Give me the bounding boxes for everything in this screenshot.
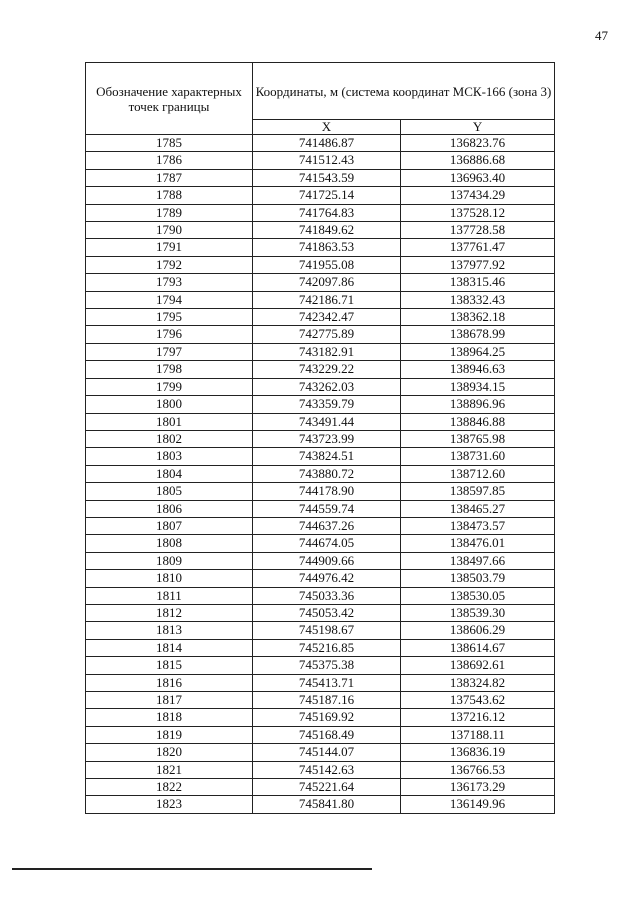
header-coordinates — [253, 63, 555, 120]
cell-y: 137543.62 — [401, 692, 555, 709]
table-row — [86, 726, 555, 743]
cell-y: 138597.85 — [401, 483, 555, 500]
cell-point: 1791 — [86, 239, 253, 256]
header-coordinates-label: Координаты, м (система координат МСК-166 (зона 3) — [255, 83, 552, 99]
table-row — [86, 204, 555, 221]
cell-x: 743229.22 — [253, 361, 401, 378]
cell-y: 136963.40 — [401, 169, 555, 186]
table-row — [86, 692, 555, 709]
cell-x: 743182.91 — [253, 343, 401, 360]
cell-point: 1810 — [86, 570, 253, 587]
cell-x: 741725.14 — [253, 187, 401, 204]
cell-x: 745221.64 — [253, 779, 401, 796]
table-row — [86, 587, 555, 604]
table-row — [86, 500, 555, 517]
cell-point: 1798 — [86, 361, 253, 378]
cell-y: 138324.82 — [401, 674, 555, 691]
header-point-label: Обозначение характерных точек границы — [96, 83, 242, 114]
table-row — [86, 535, 555, 552]
table-row — [86, 570, 555, 587]
cell-point: 1803 — [86, 448, 253, 465]
cell-point: 1820 — [86, 744, 253, 761]
cell-y: 136766.53 — [401, 761, 555, 778]
cell-x: 743880.72 — [253, 465, 401, 482]
cell-x: 743359.79 — [253, 396, 401, 413]
cell-x: 745033.36 — [253, 587, 401, 604]
cell-y: 137728.58 — [401, 222, 555, 239]
cell-y: 136173.29 — [401, 779, 555, 796]
table-row — [86, 430, 555, 447]
cell-x: 744559.74 — [253, 500, 401, 517]
cell-y: 138964.25 — [401, 343, 555, 360]
table-row — [86, 552, 555, 569]
cell-point: 1815 — [86, 657, 253, 674]
header-point-designation — [86, 63, 253, 135]
cell-y: 137434.29 — [401, 187, 555, 204]
table-row — [86, 291, 555, 308]
cell-y: 138315.46 — [401, 274, 555, 291]
cell-x: 745168.49 — [253, 726, 401, 743]
cell-point: 1789 — [86, 204, 253, 221]
cell-y: 138692.61 — [401, 657, 555, 674]
cell-y: 138606.29 — [401, 622, 555, 639]
cell-point: 1818 — [86, 709, 253, 726]
cell-point: 1792 — [86, 256, 253, 273]
table-row — [86, 274, 555, 291]
cell-point: 1797 — [86, 343, 253, 360]
cell-x: 741543.59 — [253, 169, 401, 186]
table-body — [86, 135, 555, 814]
table-row — [86, 465, 555, 482]
table-row — [86, 326, 555, 343]
page-number: 47 — [595, 28, 608, 43]
cell-point: 1811 — [86, 587, 253, 604]
cell-point: 1787 — [86, 169, 253, 186]
table-row — [86, 657, 555, 674]
cell-y: 137761.47 — [401, 239, 555, 256]
cell-x: 743824.51 — [253, 448, 401, 465]
cell-y: 137977.92 — [401, 256, 555, 273]
cell-x: 741863.53 — [253, 239, 401, 256]
cell-point: 1808 — [86, 535, 253, 552]
table-row — [86, 744, 555, 761]
cell-x: 741764.83 — [253, 204, 401, 221]
cell-x: 744909.66 — [253, 552, 401, 569]
table-row — [86, 483, 555, 500]
cell-y: 136886.68 — [401, 152, 555, 169]
cell-x: 745053.42 — [253, 604, 401, 621]
cell-y: 138473.57 — [401, 517, 555, 534]
cell-x: 745187.16 — [253, 692, 401, 709]
cell-point: 1793 — [86, 274, 253, 291]
cell-point: 1802 — [86, 430, 253, 447]
cell-x: 744976.42 — [253, 570, 401, 587]
table-row — [86, 135, 555, 152]
cell-y: 136149.96 — [401, 796, 555, 813]
cell-x: 742342.47 — [253, 309, 401, 326]
table-row — [86, 396, 555, 413]
table-row — [86, 761, 555, 778]
cell-x: 745169.92 — [253, 709, 401, 726]
table-row — [86, 517, 555, 534]
cell-point: 1817 — [86, 692, 253, 709]
table-row — [86, 639, 555, 656]
cell-x: 743723.99 — [253, 430, 401, 447]
cell-x: 741486.87 — [253, 135, 401, 152]
table-row — [86, 169, 555, 186]
table-row — [86, 378, 555, 395]
table-row — [86, 222, 555, 239]
cell-point: 1799 — [86, 378, 253, 395]
table-row — [86, 152, 555, 169]
table-row — [86, 674, 555, 691]
cell-y: 138465.27 — [401, 500, 555, 517]
cell-point: 1800 — [86, 396, 253, 413]
cell-x: 745216.85 — [253, 639, 401, 656]
cell-x: 743491.44 — [253, 413, 401, 430]
cell-y: 138497.66 — [401, 552, 555, 569]
table-row — [86, 779, 555, 796]
cell-point: 1822 — [86, 779, 253, 796]
cell-y: 136823.76 — [401, 135, 555, 152]
cell-x: 745375.38 — [253, 657, 401, 674]
table-row — [86, 361, 555, 378]
cell-y: 138539.30 — [401, 604, 555, 621]
table-row — [86, 709, 555, 726]
cell-point: 1806 — [86, 500, 253, 517]
cell-y: 137216.12 — [401, 709, 555, 726]
cell-y: 138678.99 — [401, 326, 555, 343]
table-row — [86, 309, 555, 326]
cell-point: 1819 — [86, 726, 253, 743]
cell-point: 1823 — [86, 796, 253, 813]
cell-x: 745144.07 — [253, 744, 401, 761]
cell-point: 1821 — [86, 761, 253, 778]
cell-point: 1785 — [86, 135, 253, 152]
coordinates-table — [85, 62, 555, 814]
cell-x: 742186.71 — [253, 291, 401, 308]
cell-x: 744178.90 — [253, 483, 401, 500]
cell-x: 745142.63 — [253, 761, 401, 778]
cell-x: 745413.71 — [253, 674, 401, 691]
cell-x: 741512.43 — [253, 152, 401, 169]
cell-point: 1786 — [86, 152, 253, 169]
cell-point: 1805 — [86, 483, 253, 500]
cell-point: 1814 — [86, 639, 253, 656]
table-row — [86, 187, 555, 204]
cell-point: 1804 — [86, 465, 253, 482]
cell-y: 138896.96 — [401, 396, 555, 413]
table-row — [86, 604, 555, 621]
cell-point: 1813 — [86, 622, 253, 639]
cell-y: 137528.12 — [401, 204, 555, 221]
cell-y: 138846.88 — [401, 413, 555, 430]
cell-x: 745198.67 — [253, 622, 401, 639]
cell-x: 742097.86 — [253, 274, 401, 291]
cell-point: 1796 — [86, 326, 253, 343]
cell-y: 138712.60 — [401, 465, 555, 482]
footer-rule — [12, 868, 372, 870]
cell-y: 138503.79 — [401, 570, 555, 587]
cell-point: 1795 — [86, 309, 253, 326]
table-row — [86, 256, 555, 273]
cell-y: 138765.98 — [401, 430, 555, 447]
cell-point: 1794 — [86, 291, 253, 308]
cell-x: 744674.05 — [253, 535, 401, 552]
cell-x: 743262.03 — [253, 378, 401, 395]
cell-y: 138731.60 — [401, 448, 555, 465]
table-row — [86, 239, 555, 256]
cell-y: 138614.67 — [401, 639, 555, 656]
cell-y: 136836.19 — [401, 744, 555, 761]
cell-y: 138332.43 — [401, 291, 555, 308]
cell-y: 138362.18 — [401, 309, 555, 326]
cell-y: 137188.11 — [401, 726, 555, 743]
cell-point: 1816 — [86, 674, 253, 691]
table-row — [86, 413, 555, 430]
table-row — [86, 448, 555, 465]
cell-x: 745841.80 — [253, 796, 401, 813]
table-row — [86, 796, 555, 813]
cell-point: 1809 — [86, 552, 253, 569]
cell-point: 1790 — [86, 222, 253, 239]
cell-x: 744637.26 — [253, 517, 401, 534]
cell-y: 138530.05 — [401, 587, 555, 604]
cell-y: 138476.01 — [401, 535, 555, 552]
cell-point: 1807 — [86, 517, 253, 534]
table-row — [86, 622, 555, 639]
header-x: X — [253, 120, 401, 135]
cell-y: 138934.15 — [401, 378, 555, 395]
cell-point: 1801 — [86, 413, 253, 430]
cell-x: 741849.62 — [253, 222, 401, 239]
table-row — [86, 343, 555, 360]
header-y: Y — [401, 120, 555, 135]
cell-point: 1788 — [86, 187, 253, 204]
cell-x: 741955.08 — [253, 256, 401, 273]
cell-x: 742775.89 — [253, 326, 401, 343]
cell-y: 138946.63 — [401, 361, 555, 378]
cell-point: 1812 — [86, 604, 253, 621]
